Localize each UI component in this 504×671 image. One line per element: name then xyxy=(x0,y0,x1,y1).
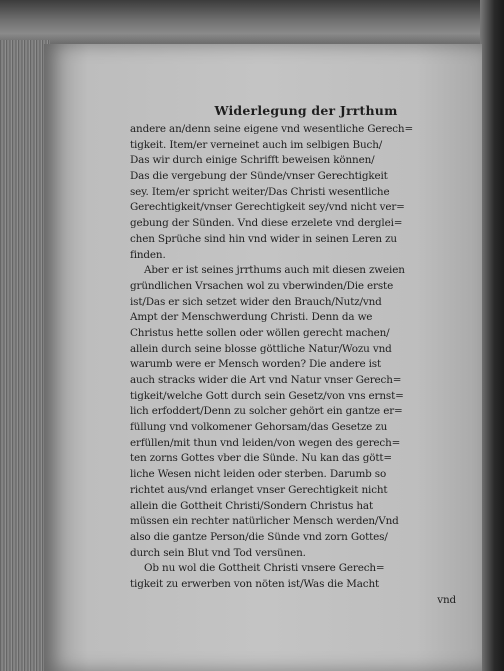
text-line: tigkeit/welche Gott durch sein Gesetz/von vns ernst= xyxy=(130,389,404,402)
text-line: Das die vergebung der Sünde/vnser Gerechtigkeit xyxy=(130,170,388,183)
text-line: liche Wesen nicht leiden oder sterben. Darumb so xyxy=(130,468,387,481)
page-stack-edges xyxy=(0,40,50,671)
text-line: Ob nu wol die Gottheit Christi vnsere Gerech= xyxy=(144,562,385,575)
text-line: lich erfoddert/Denn zu solcher gehört ein gantze er= xyxy=(130,405,403,418)
text-line: erfüllen/mit thun vnd leiden/von wegen des gerech= xyxy=(130,436,401,449)
text-line: gebung der Sünden. Vnd diese erzelete vnd derglei= xyxy=(130,217,403,230)
text-line: tigkeit. Item/er verneinet auch im selbigen Buch/ xyxy=(130,138,383,151)
right-shadow xyxy=(480,0,504,671)
body-text xyxy=(130,122,462,593)
text-line: Christus hette sollen oder wöllen gerecht machen/ xyxy=(130,326,390,339)
text-line: Gerechtigkeit/vnser Gerechtigkeit sey/vnd nicht ver= xyxy=(130,201,405,214)
book-top-edge xyxy=(0,0,504,48)
text-line: Ampt der Menschwerdung Christi. Denn da we xyxy=(130,311,373,324)
text-line: gründlichen Vrsachen wol zu vberwinden/Die erste xyxy=(130,279,394,292)
text-line: chen Sprüche sind hin vnd wider in seinen Leren zu xyxy=(130,232,397,245)
text-line: sey. Item/er spricht weiter/Das Christi wesentliche xyxy=(130,185,390,198)
text-line: warumb were er Mensch worden? Die andere ist xyxy=(130,358,381,371)
text-line: müssen ein rechter natürlicher Mensch werden/Vnd xyxy=(130,515,399,528)
text-line: Das wir durch einige Schrifft beweisen können/ xyxy=(130,154,375,167)
text-line: allein die Gottheit Christi/Sondern Christus hat xyxy=(130,499,374,512)
text-line: auch stracks wider die Art vnd Natur vnser Gerech= xyxy=(130,374,402,386)
text-line: allein durch seine blosse göttliche Natur/Wozu vnd xyxy=(130,342,392,355)
running-head: Widerlegung der Jrrthum xyxy=(214,103,398,118)
text-line: also die gantze Person/die Sünde vnd zorn Gottes/ xyxy=(130,530,388,543)
text-line: ten zorns Gottes vber die Sünde. Nu kan das gött= xyxy=(130,452,392,465)
text-line: durch sein Blut vnd Tod versünen. xyxy=(130,546,306,559)
text-line: füllung vnd volkomener Gehorsam/das Gesetze zu xyxy=(130,421,388,434)
text-line: ist/Das er sich setzet wider den Brauch/Nutz/vnd xyxy=(130,295,382,308)
text-block xyxy=(130,100,462,608)
text-line: Aber er ist seines jrrthums auch mit diesen zweien xyxy=(144,264,405,277)
text-line: andere an/denn seine eigene vnd wesentliche Gerech= xyxy=(130,123,413,135)
text-line: finden. xyxy=(130,248,166,261)
catchword: vnd xyxy=(437,593,456,606)
text-line: richtet aus/vnd erlanget vnser Gerechtigkeit nicht xyxy=(130,483,388,496)
text-line: tigkeit zu erwerben von nöten ist/Was die Macht xyxy=(130,577,380,590)
